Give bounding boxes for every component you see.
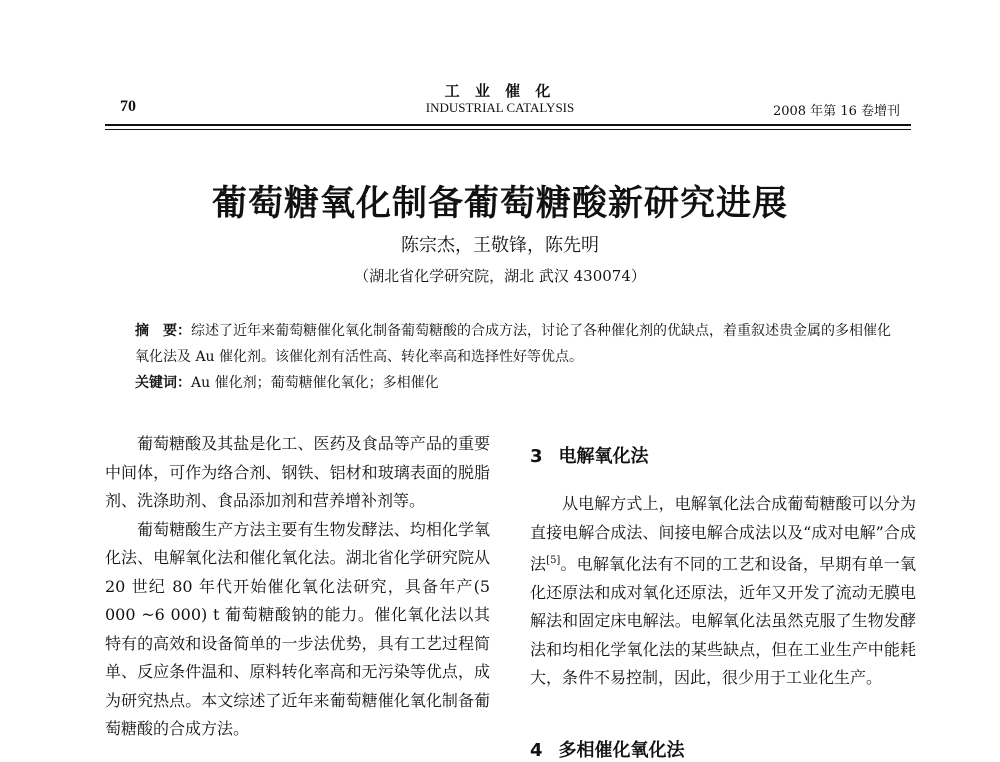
section-number: 4 [530, 740, 543, 761]
header-rule-thick [105, 124, 911, 126]
section-title: 电解氧化法 [558, 446, 649, 467]
body-paragraph: 葡萄糖酸生产方法主要有生物发酵法、均相化学氧化法、电解氧化法和催化氧化法。湖北省化学研究院从 20 世纪 80 年代开始催化氧化法研究，具备年产(5 000 ~6 000) t 葡萄糖酸钠的能力。催化氧化法以其特有的高效和设备简单的一步法优势，具有工艺过程简单、反应条件温和、原料转化率高和无污染等优点，成为研究热点。本文综述了近年来葡萄糖催化氧化制备葡萄糖酸的合成方法。 [105, 519, 490, 738]
section-4-heading [530, 736, 685, 762]
left-column [105, 430, 490, 744]
keywords-text: Au 催化剂；葡萄糖催化氧化；多相催化 [191, 375, 439, 391]
section-3-heading [530, 442, 649, 468]
keywords-label: 关键词： [135, 375, 191, 391]
article-title: 葡萄糖氧化制备葡萄糖酸新研究进展 [211, 184, 788, 224]
article-affiliation: （湖北省化学研究院，湖北 武汉 430074） [354, 267, 646, 285]
journal-name-en: INDUSTRIAL CATALYSIS [425, 100, 575, 115]
abstract-block [135, 318, 895, 396]
section-3-text-a: 从电解方式上，电解氧化法合成葡萄糖酸可以分为直接电解合成法、间接电解合成法以及“成对电解”合成法 [530, 494, 916, 574]
section-number: 3 [530, 446, 543, 467]
right-column [530, 490, 916, 693]
abstract-text: 综述了近年来葡萄糖催化氧化制备葡萄糖酸的合成方法，讨论了各种催化剂的优缺点，着重叙述贵金属的多相催化氧化法及 Au 催化剂。该催化剂有活性高、转化率高和选择性好等优点。 [135, 323, 891, 365]
article-authors: 陈宗杰，王敬锋，陈先明 [401, 235, 599, 256]
journal-name-cn: 工 业 催 化 [444, 82, 556, 100]
issue-info: 2008 年第 16 卷增刊 [772, 104, 900, 119]
abstract-paragraph [135, 318, 895, 370]
page-number: 70 [120, 98, 136, 115]
body-paragraph [530, 490, 916, 693]
body-paragraph: 葡萄糖酸及其盐是化工、医药及食品等产品的重要中间体，可作为络合剂、钢铁、铝材和玻璃表面的脱脂剂、洗涤助剂、食品添加剂和营养增补剂等。 [105, 434, 490, 510]
keywords-line [135, 370, 895, 396]
section-title: 多相催化氧化法 [558, 740, 685, 761]
citation-ref: [5] [546, 555, 561, 566]
header-rule-thin [105, 129, 911, 130]
section-3-text-b: 。电解氧化法有不同的工艺和设备，早期有单一氧化还原法和成对氧化还原法，近年又开发了流动无膜电解法和固定床电解法。电解氧化法虽然克服了生物发酵法和均相化学氧化法的某些缺点，但在工业生产中能耗大，条件不易控制，因此，很少用于工业化生产。 [530, 554, 916, 688]
abstract-label: 摘 要： [135, 323, 191, 339]
